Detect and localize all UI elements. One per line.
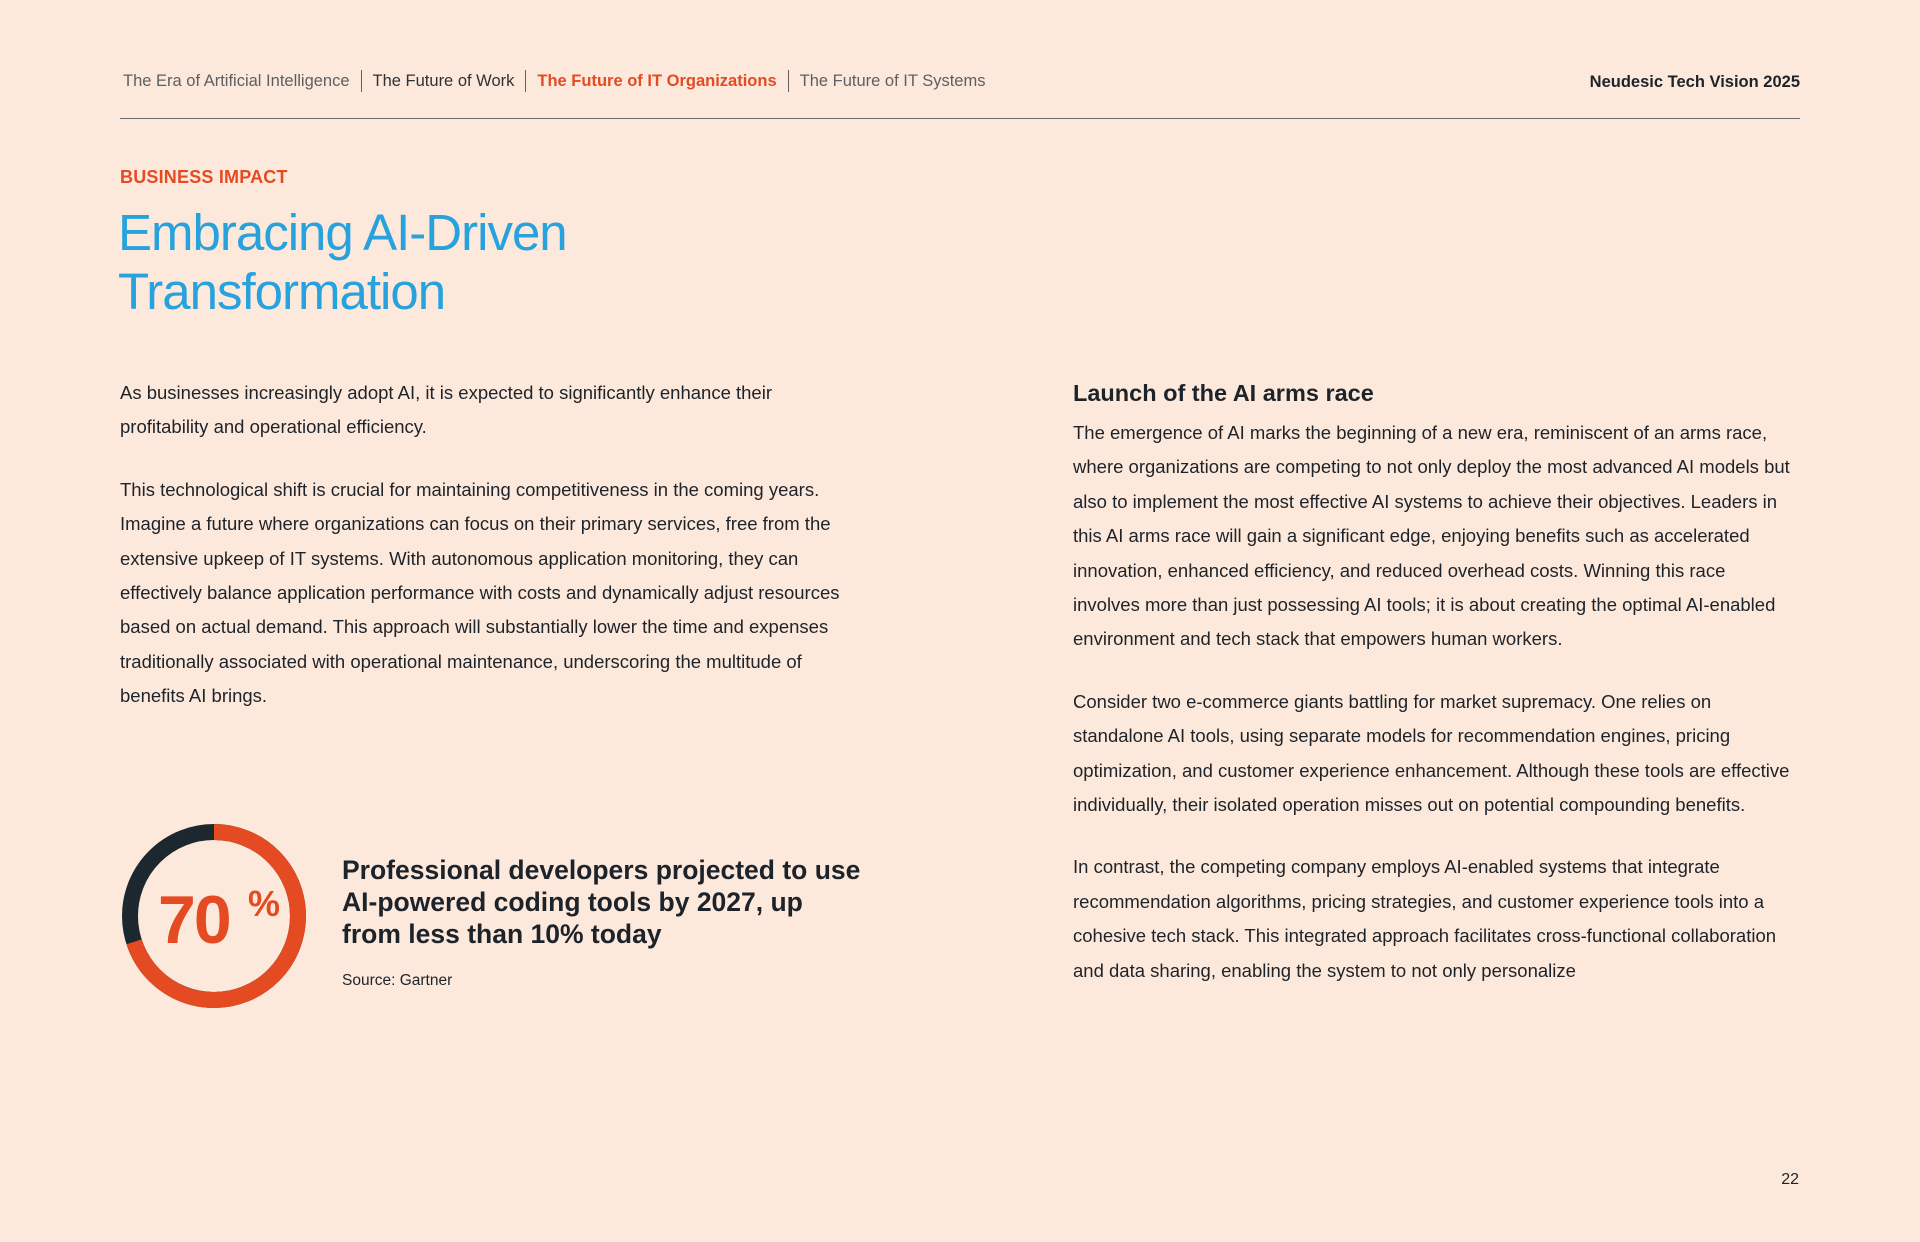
page-headline xyxy=(118,203,818,321)
statistic-callout xyxy=(120,822,860,1012)
nav-item-future-of-it-systems[interactable]: The Future of IT Systems xyxy=(799,72,986,90)
subsection-heading: Launch of the AI arms race xyxy=(1073,380,1374,406)
nav-item-future-of-work[interactable]: The Future of Work xyxy=(372,72,515,90)
arms-race-column xyxy=(1073,376,1793,1016)
intro-paragraph: This technological shift is crucial for maintaining competitiveness in the coming years. Imagine a future where organizations can focus on their primary services, free from the extensive upkeep of IT systems. With autonomous application monitoring, they can effectively balance application performance with costs and dynamically adjust resources based on actual demand. This approach will substantially lower the time and expenses traditionally associated with operational maintenance, underscoring the multitude of benefits AI brings. xyxy=(120,478,840,707)
section-navigation xyxy=(120,70,996,92)
document-title: Neudesic Tech Vision 2025 xyxy=(1589,73,1800,91)
stat-percent-sign: % xyxy=(248,883,281,924)
body-paragraph: The emergence of AI marks the beginning of a new era, reminiscent of an arms race, where organizations are competing to not only deploy the most advanced AI models but also to implement the most effective AI systems to achieve their objectives. Leaders in this AI arms race will gain a significant edge, enjoying benefits such as accelerated innovation, enhanced efficiency, and reduced overhead costs. Winning this race involves more than just possessing AI tools; it is about creating the optimal AI-enabled environment and tech stack that empowers human workers. xyxy=(1073,422,1790,650)
body-paragraph: Consider two e-commerce giants battling for market supremacy. One relies on standalone AI tools, using separate models for recommendation engines, pricing optimization, and customer experience enhancement. Although these tools are effective individually, their isolated operation misses out on potential compounding benefits. xyxy=(1073,690,1790,816)
header-divider xyxy=(120,118,1800,119)
headline-line-1: Embracing AI-Driven xyxy=(118,204,567,261)
stat-source: Source: Gartner xyxy=(342,972,453,989)
body-paragraph: In contrast, the competing company employs AI-enabled systems that integrate recommendation algorithms, pricing strategies, and customer experience tools into a cohesive tech stack. This integrated approach facilitates cross-functional collaboration and data sharing, enabling the system to not only personalize xyxy=(1073,856,1777,981)
intro-paragraph: As businesses increasingly adopt AI, it is expected to significantly enhance their profitability and operational efficiency. xyxy=(120,382,772,438)
stat-description: Professional developers projected to use AI-powered coding tools by 2027, up from less than 10% today xyxy=(342,855,861,949)
page-number: 22 xyxy=(1781,1171,1799,1188)
intro-column xyxy=(120,376,840,742)
nav-item-future-of-it-organizations[interactable]: The Future of IT Organizations xyxy=(537,72,777,90)
section-kicker: BUSINESS IMPACT xyxy=(120,167,288,187)
nav-item-era-of-ai[interactable]: The Era of Artificial Intelligence xyxy=(123,72,350,90)
headline-line-2: Transformation xyxy=(118,263,446,320)
stat-value: 70 xyxy=(158,882,230,958)
